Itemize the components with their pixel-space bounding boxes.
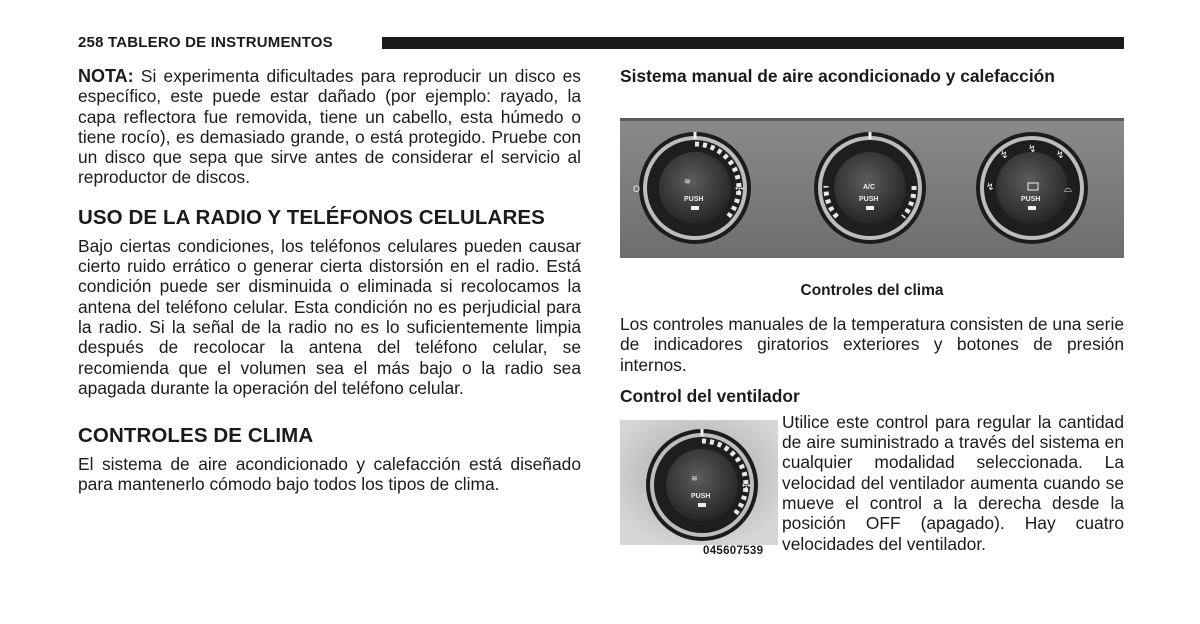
svg-text:✣: ✣ [742, 481, 751, 492]
mode-knob [976, 132, 1088, 244]
right-column-top [620, 66, 1124, 86]
clima-heading: CONTROLES DE CLIMA [78, 424, 314, 448]
ac-push-label: PUSH [859, 196, 879, 203]
svg-text:✣: ✣ [735, 184, 744, 195]
nota-paragraph [78, 66, 581, 188]
svg-text:≋: ≋ [684, 177, 691, 186]
nota-label: NOTA: [78, 66, 134, 86]
fan-off-mark: O [633, 184, 641, 194]
radio-paragraph: Bajo ciertas condiciones, los teléfonos celulares pueden causar cierto ruido errático o generar cierta distorsión en el radio. Está condición puede ser disminuida o eliminada si recolocamos la antena del teléfono celular. Esta condición no es perjudicial para la radio. Si la señal de la radio no es lo suficientemente limpia después de recolocar la antena del teléfono celular, se recomienda que el volumen sea el más bajo o la radio sea apagada durante la operación del teléfono celular. [78, 235, 581, 398]
svg-text:↯: ↯ [986, 182, 995, 193]
climate-controls-figure [620, 118, 1124, 258]
ac-label: A/C [863, 184, 876, 191]
controles-paragraph: Los controles manuales de la temperatura consisten de una serie de indicadores giratorios exteriores y botones de presión internos. [620, 314, 1124, 375]
page-title: 258 TABLERO DE INSTRUMENTOS [78, 34, 333, 51]
fan2-push-label: PUSH [691, 493, 711, 500]
nota-text: Si experimenta dificultades para reproducir un disco es específico, este puede estar dañado (por ejemplo: rayado, la capa reflectora fue removida, tiene un cabello, esta húmedo o tiene rocío), es demasiado grande, o está protegido. Pruebe con un disco que sepa que sirve antes de considerar el servicio al reproductor de discos. [78, 66, 581, 188]
figure-caption: Controles del clima [800, 282, 944, 299]
ventilador-paragraph: Utilice este control para regular la cantidad de aire suministrado a través del sistema en cualquier modalidad seleccionada. La velocidad del ventilador aumenta cuando se mueve el control a la derecha desde la posición OFF (apagado). Hay cuatro velocidades del ventilador. [782, 411, 1124, 554]
svg-text:↯: ↯ [1056, 150, 1065, 161]
sistema-heading: Sistema manual de aire acondicionado y calefacción [620, 66, 1055, 86]
mode-push-label: PUSH [1021, 196, 1041, 203]
radio-heading: USO DE LA RADIO Y TELÉFONOS CELULARES [78, 205, 545, 229]
svg-text:↯: ↯ [1000, 150, 1009, 161]
clima-paragraph: El sistema de aire acondicionado y calefacción está diseñado para mantenerlo cómodo bajo todos los tipos de clima. [78, 454, 581, 495]
header-rule [382, 37, 1124, 49]
page-header [78, 34, 1124, 54]
figure-code: 045607539 [703, 545, 764, 557]
svg-text:⌓: ⌓ [1064, 184, 1072, 195]
svg-text:≋: ≋ [691, 474, 698, 483]
left-column [78, 66, 581, 495]
ac-knob [814, 132, 926, 244]
fan-push-label: PUSH [684, 196, 704, 203]
ventilador-heading: Control del ventilador [620, 385, 800, 406]
svg-text:↯: ↯ [1028, 144, 1037, 155]
